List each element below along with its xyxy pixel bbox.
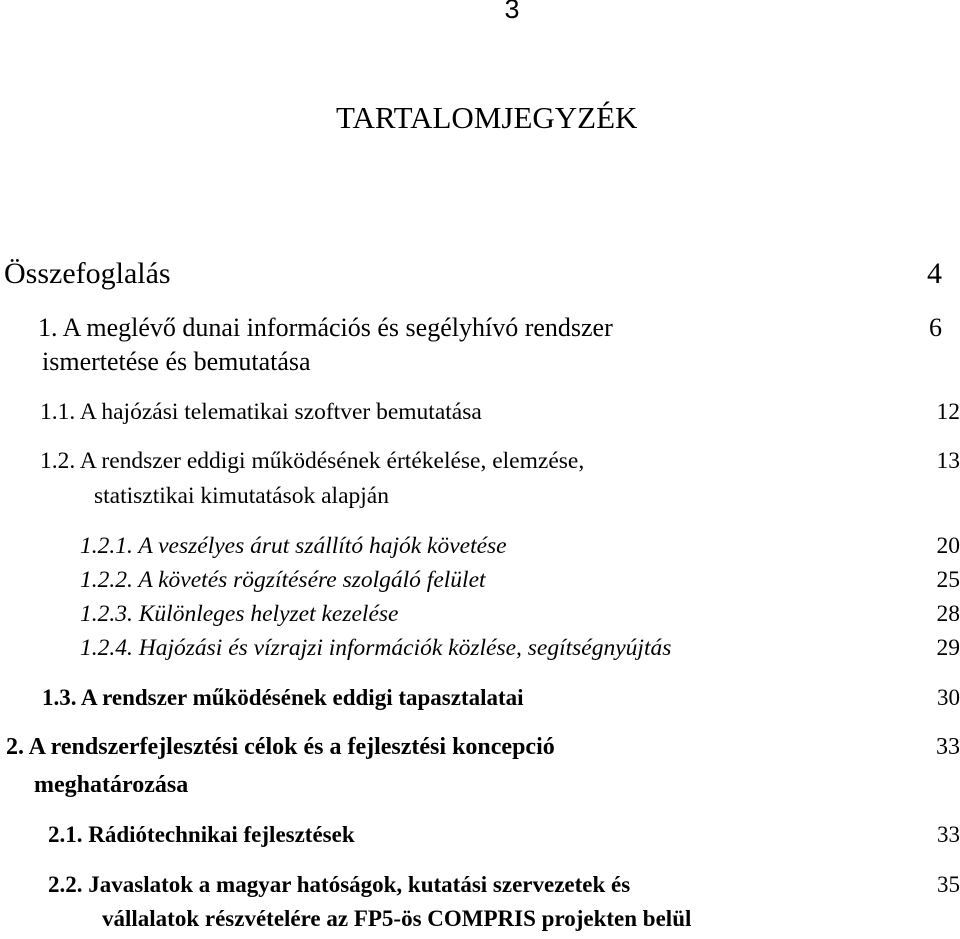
toc-entry-label: 1.2. A rendszer eddigi működésének értékelése, elemzése, — [40, 448, 585, 474]
toc-entry-label: 1.2.2. A követés rögzítésére szolgáló felület — [80, 567, 486, 593]
toc-entry-page: 13 — [936, 448, 960, 474]
toc-entry-page: 33 — [936, 734, 960, 760]
toc-entry-label: 1. A meglévő dunai információs és segélyhívó rendszer — [38, 313, 613, 342]
toc-entry-page: 20 — [936, 533, 960, 559]
page-number: 3 — [504, 0, 520, 24]
toc-entry-page: 28 — [936, 601, 960, 627]
toc-entry-page: 4 — [927, 257, 942, 290]
toc-entry-page: 35 — [937, 872, 960, 897]
toc-entry-page: 30 — [937, 685, 960, 710]
toc-entry-label-cont: statisztikai kimutatások alapján — [94, 483, 389, 509]
toc-entry-label: 1.3. A rendszer működésének eddigi tapasztalatai — [42, 685, 524, 710]
toc-entry-label: 2.2. Javaslatok a magyar hatóságok, kutatási szervezetek és — [48, 872, 631, 897]
toc-entry-label-cont: vállalatok részvételére az FP5-ös COMPRIS projekten belül — [102, 906, 692, 931]
toc-entry-label: 1.2.4. Hajózási és vízrajzi információk közlése, segítségnyújtás — [80, 635, 672, 661]
toc-entry-label: 1.2.3. Különleges helyzet kezelése — [80, 601, 399, 627]
toc-entry-label: 1.2.1. A veszélyes árut szállító hajók követése — [80, 533, 507, 559]
toc-entry-page: 6 — [929, 313, 942, 342]
toc-entry-page: 25 — [936, 567, 960, 593]
toc-entry-page: 33 — [937, 822, 960, 847]
toc-entry-label: 2. A rendszerfejlesztési célok és a fejlesztési koncepció — [6, 734, 555, 760]
toc-entry-label-cont: ismertetése és bemutatása — [42, 347, 311, 376]
page-title: TARTALOMJEGYZÉK — [336, 100, 638, 135]
toc-entry-label: 2.1. Rádiótechnikai fejlesztések — [48, 822, 355, 847]
toc-entry-label: Összefoglalás — [4, 257, 171, 290]
toc-entry-page: 29 — [936, 635, 960, 661]
toc-entry-label: 1.1. A hajózási telematikai szoftver bemutatása — [40, 399, 482, 425]
toc-entry-label-cont: meghatározása — [34, 772, 189, 798]
toc-entry-page: 12 — [936, 399, 960, 425]
